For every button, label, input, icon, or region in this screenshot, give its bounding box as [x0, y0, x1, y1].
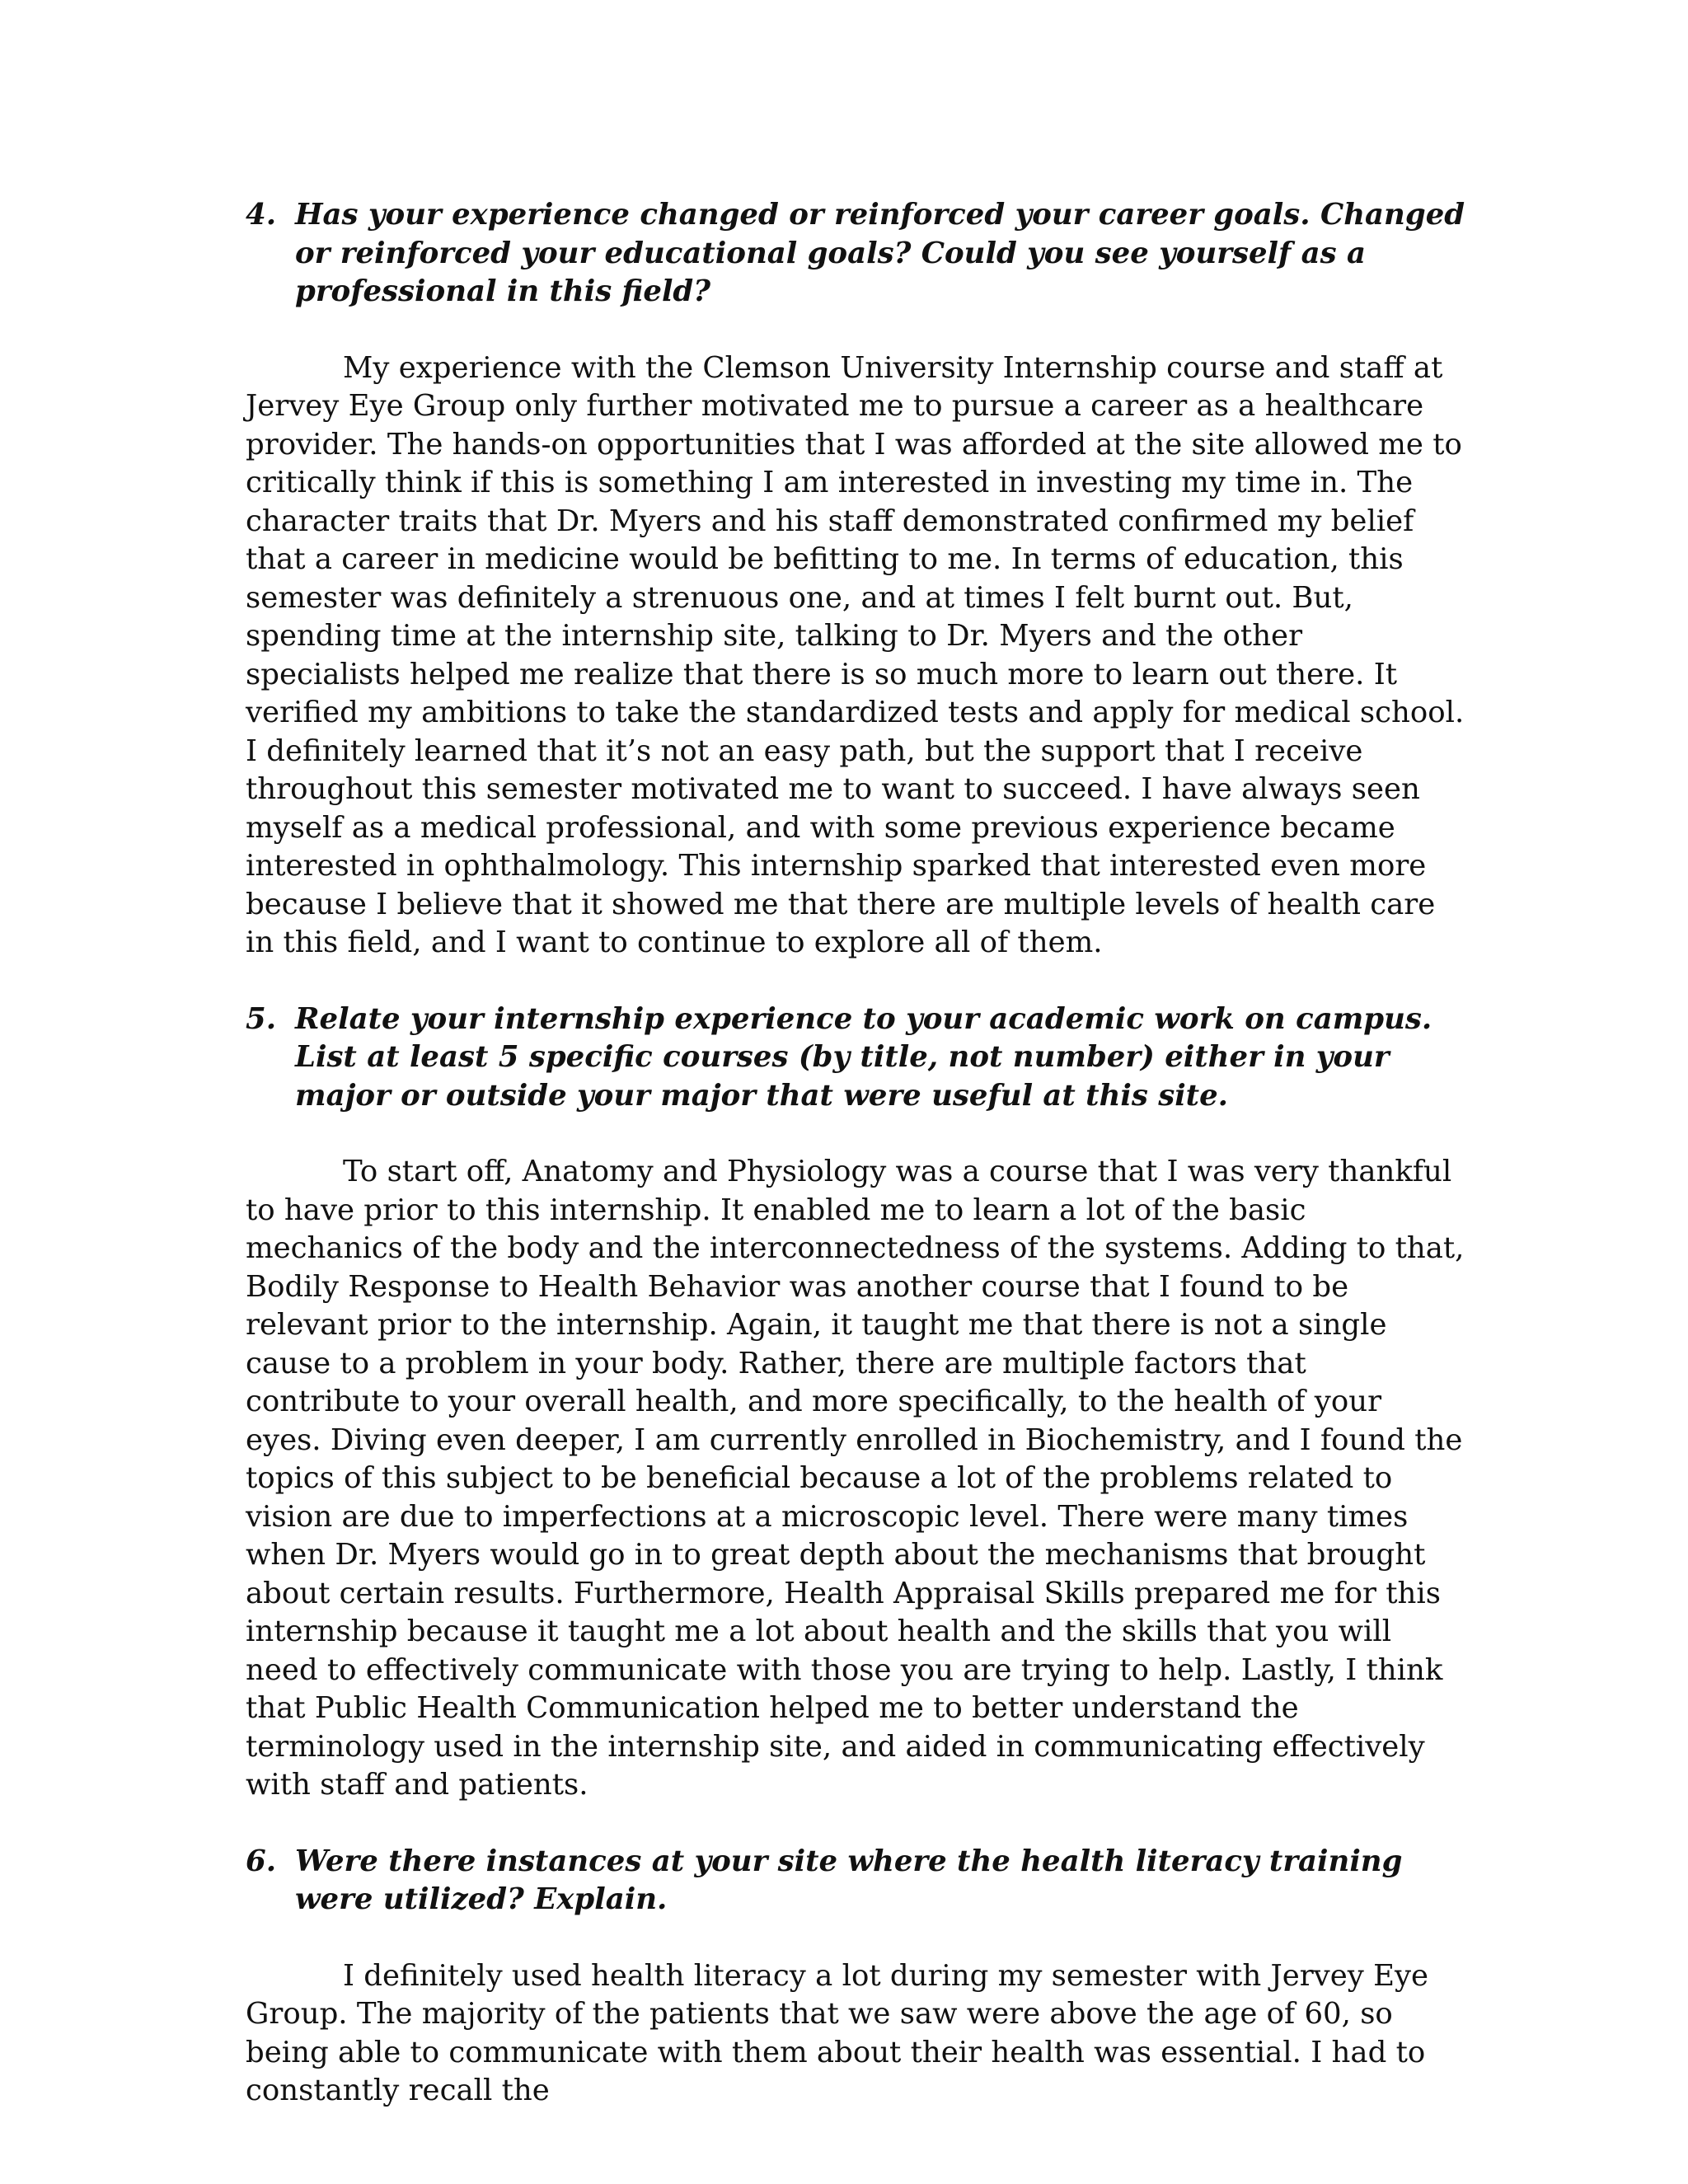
question-5: [246, 1001, 1465, 1116]
question-number: 4.: [246, 198, 277, 232]
document-content: [246, 196, 1465, 2111]
question-text: Were there instances at your site where the health literacy training were utilized? Explain.: [295, 1844, 1403, 1916]
question-4: [246, 196, 1465, 312]
question-6: [246, 1843, 1465, 1919]
question-number: 5.: [246, 1001, 277, 1036]
question-text: Relate your internship experience to your academic work on campus. List at least 5 specific courses (by title, not number) either in your major or outside your major that were useful at this site.: [295, 1001, 1432, 1113]
answer-6: I definitely used health literacy a lot during my semester with Jervey Eye Group. The majority of the patients that we saw were above the age of 60, so being able to communicate with them about their health was essential. I had to constantly recall the: [246, 1958, 1429, 2107]
question-number: 6.: [246, 1844, 277, 1878]
answer-5: To start off, Anatomy and Physiology was a course that I was very thankful to have prior to this internship. It enabled me to learn a lot of the basic mechanics of the body and the interconnectedness of the systems. Adding to that, Bodily Response to Health Behavior was another course that I found to be relevant prior to the internship. Again, it taught me that there is not a single cause to a problem in your body. Rather, there are multiple factors that contribute to your overall health, and more specifically, to the health of your eyes. Diving even deeper, I am currently enrolled in Biochemistry, and I found the topics of this subject to be beneficial because a lot of the problems related to vision are due to imperfections at a microscopic level. There were many times when Dr. Myers would go in to great depth about the mechanisms that brought about certain results. Furthermore, Health Appraisal Skills prepared me for this internship because it taught me a lot about health and the skills that you will need to effectively communicate with those you are trying to help. Lastly, I think that Public Health Communication helped me to better understand the terminology used in the internship site, and aided in communicating effectively with staff and patients.: [246, 1155, 1465, 1802]
answer-4: My experience with the Clemson University Internship course and staff at Jervey Eye Group only further motivated me to pursue a career as a healthcare provider. The hands-on opportunities that I was afforded at the site allowed me to critically think if this is something I am interested in investing my time in. The character traits that Dr. Myers and his staff demonstrated confirmed my belief that a career in medicine would be befitting to me. In terms of education, this semester was definitely a strenuous one, and at times I felt burnt out. But, spending time at the internship site, talking to Dr. Myers and the other specialists helped me realize that there is so much more to learn out there. It verified my ambitions to take the standardized tests and apply for medical school. I definitely learned that it’s not an easy path, but the support that I receive throughout this semester motivated me to want to succeed. I have always seen myself as a medical professional, and with some previous experience became interested in ophthalmology. This internship sparked that interested even more because I believe that it showed me that there are multiple levels of health care in this field, and I want to continue to explore all of them.: [246, 350, 1465, 959]
question-text: Has your experience changed or reinforced your career goals. Changed or reinforced your educational goals? Could you see yourself as a professional in this field?: [295, 198, 1465, 308]
